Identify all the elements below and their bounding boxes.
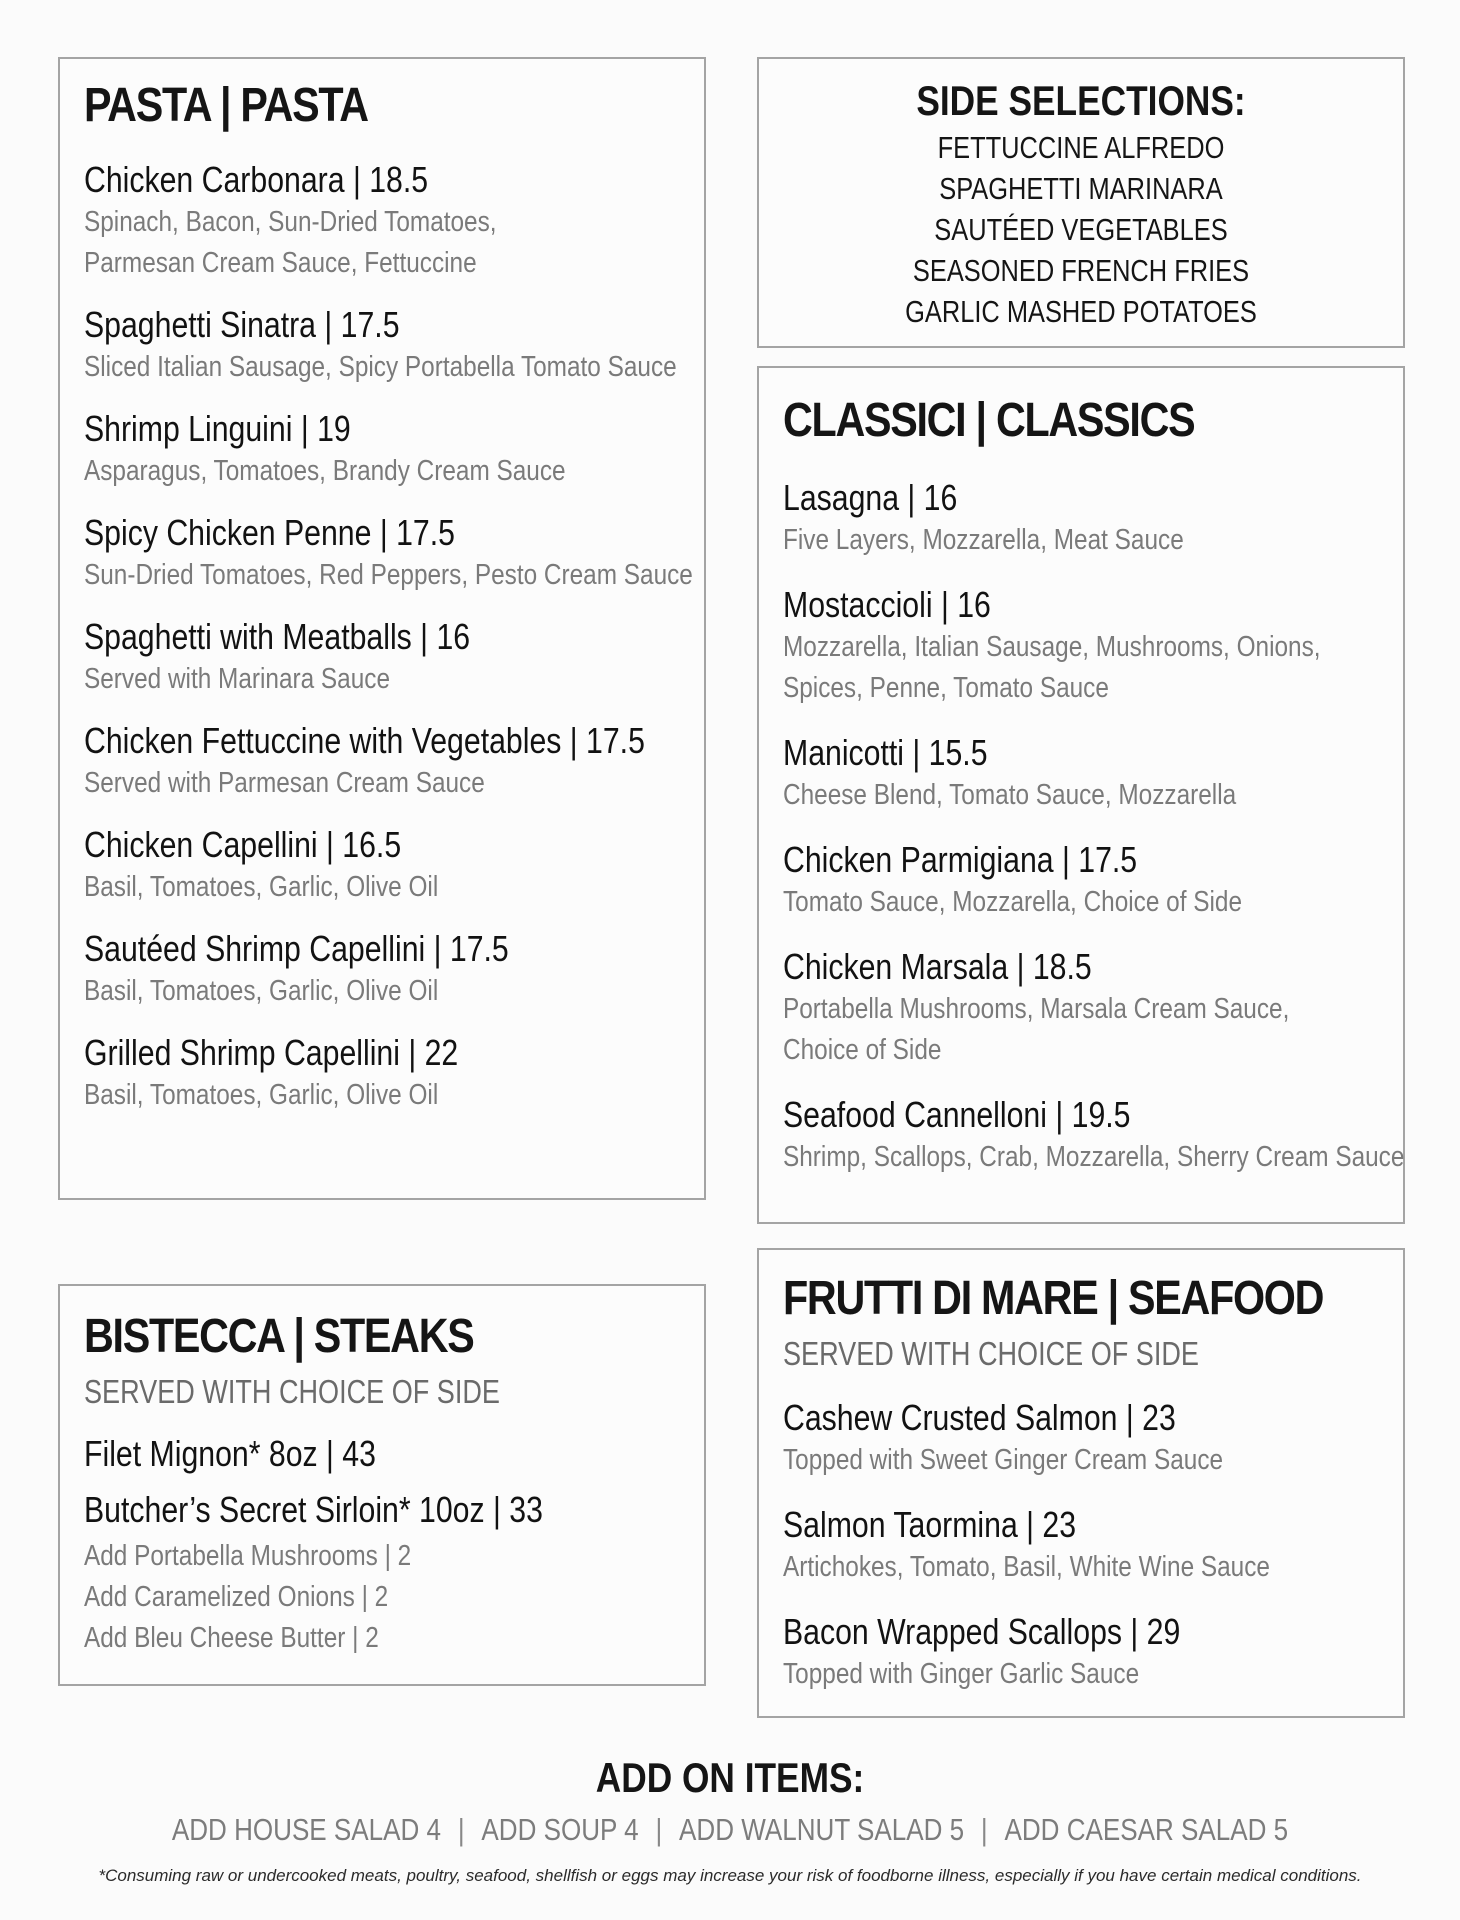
add-on-item: ADD CAESAR SALAD 5 [1004,1812,1289,1847]
item-desc: Sun-Dried Tomatoes, Red Peppers, Pesto Cream Sauce [84,559,693,591]
item-desc: Basil, Tomatoes, Garlic, Olive Oil [84,1079,439,1111]
pasta-section [58,57,706,1200]
pasta-title: PASTA | PASTA [84,79,368,132]
steak-addons [84,1536,704,1659]
menu-item [783,838,1403,923]
item-desc: Mozzarella, Italian Sausage, Mushrooms, Onions, [783,631,1321,663]
item-name: Bacon Wrapped Scallops | 29 [783,1611,1181,1652]
item-desc: Cheese Blend, Tomato Sauce, Mozzarella [783,779,1237,811]
item-name: Seafood Cannelloni | 19.5 [783,1094,1131,1135]
menu-item [84,1031,704,1116]
add-on-item: ADD WALNUT SALAD 5 [679,1812,965,1847]
classics-title: CLASSICI | CLASSICS [783,394,1195,447]
item-desc: Basil, Tomatoes, Garlic, Olive Oil [84,975,439,1007]
item-name: Spaghetti Sinatra | 17.5 [84,304,400,345]
steak-addon: Add Bleu Cheese Butter | 2 [84,1622,379,1654]
side-item: GARLIC MASHED POTATOES [905,294,1257,329]
item-desc: Topped with Ginger Garlic Sauce [783,1658,1140,1690]
item-name: Salmon Taormina | 23 [783,1504,1077,1545]
item-name: Chicken Marsala | 18.5 [783,946,1092,987]
menu-item [783,1610,1403,1695]
add-on-section [0,1752,1460,1852]
item-desc: Served with Parmesan Cream Sauce [84,767,485,799]
item-name: Spicy Chicken Penne | 17.5 [84,512,455,553]
item-name: Chicken Carbonara | 18.5 [84,159,429,200]
menu-item [84,615,704,700]
item-desc: Basil, Tomatoes, Garlic, Olive Oil [84,871,439,903]
menu-item [783,1093,1403,1178]
steak-addon: Add Portabella Mushrooms | 2 [84,1540,412,1572]
item-name: Grilled Shrimp Capellini | 22 [84,1032,459,1073]
item-name: Lasagna | 16 [783,477,958,518]
side-selections-section [757,57,1405,348]
steak-addon: Add Caramelized Onions | 2 [84,1581,389,1613]
item-desc: Served with Marinara Sauce [84,663,391,695]
menu-item [84,303,704,388]
steaks-section [58,1284,706,1686]
separator: | [457,1812,465,1847]
menu-item [783,476,1403,561]
item-desc: Choice of Side [783,1034,942,1066]
menu-item [84,158,704,284]
disclaimer: *Consuming raw or undercooked meats, poultry, seafood, shellfish or eggs may increase your risk of foodborne illness, especially if you have certain medical conditions. [98,1866,1362,1885]
menu-item [84,511,704,596]
sides-title: SIDE SELECTIONS: [916,77,1246,124]
add-on-item: ADD SOUP 4 [481,1812,639,1847]
item-name: Shrimp Linguini | 19 [84,408,351,449]
menu-item [783,731,1403,816]
steaks-subtitle: SERVED WITH CHOICE OF SIDE [84,1373,500,1410]
menu-item [783,1396,1403,1481]
side-item: FETTUCCINE ALFREDO [937,130,1225,165]
item-desc: Topped with Sweet Ginger Cream Sauce [783,1444,1224,1476]
item-name: Cashew Crusted Salmon | 23 [783,1397,1176,1438]
item-desc: Portabella Mushrooms, Marsala Cream Sauce, [783,993,1290,1025]
item-desc: Five Layers, Mozzarella, Meat Sauce [783,524,1184,556]
classics-section [757,366,1405,1224]
item-name: Filet Mignon* 8oz | 43 [84,1433,376,1474]
menu-item [84,823,704,908]
menu-item [783,1503,1403,1588]
item-desc: Tomato Sauce, Mozzarella, Choice of Side [783,886,1243,918]
item-desc: Parmesan Cream Sauce, Fettuccine [84,247,477,279]
item-desc: Spices, Penne, Tomato Sauce [783,672,1109,704]
separator: | [655,1812,663,1847]
item-desc: Shrimp, Scallops, Crab, Mozzarella, Sherry Cream Sauce [783,1141,1405,1173]
side-item: SPAGHETTI MARINARA [939,171,1223,206]
item-name: Butcher’s Secret Sirloin* 10oz | 33 [84,1489,543,1530]
steaks-title: BISTECCA | STEAKS [84,1310,474,1363]
item-name: Chicken Fettuccine with Vegetables | 17.5 [84,720,645,761]
item-desc: Spinach, Bacon, Sun-Dried Tomatoes, [84,206,497,238]
item-name: Chicken Capellini | 16.5 [84,824,402,865]
menu-item [84,927,704,1012]
add-on-item: ADD HOUSE SALAD 4 [171,1812,442,1847]
item-name: Mostaccioli | 16 [783,584,991,625]
menu-item [84,719,704,804]
seafood-title: FRUTTI DI MARE | SEAFOOD [783,1272,1324,1325]
item-name: Chicken Parmigiana | 17.5 [783,839,1138,880]
side-item: SEASONED FRENCH FRIES [912,253,1250,288]
seafood-section [757,1248,1405,1718]
item-desc: Sliced Italian Sausage, Spicy Portabella Tomato Sauce [84,351,677,383]
item-name: Manicotti | 15.5 [783,732,988,773]
item-name: Spaghetti with Meatballs | 16 [84,616,471,657]
add-on-list [117,1808,1343,1852]
menu-item [783,945,1403,1071]
item-desc: Asparagus, Tomatoes, Brandy Cream Sauce [84,455,566,487]
separator: | [980,1812,988,1847]
menu-item [84,407,704,492]
menu-item [783,583,1403,709]
side-item: SAUTÉED VEGETABLES [934,212,1228,247]
add-on-title: ADD ON ITEMS: [595,1754,865,1801]
item-name: Sautéed Shrimp Capellini | 17.5 [84,928,509,969]
seafood-subtitle: SERVED WITH CHOICE OF SIDE [783,1335,1199,1372]
menu-item [84,1488,704,1532]
menu-item [84,1432,704,1476]
item-desc: Artichokes, Tomato, Basil, White Wine Sauce [783,1551,1270,1583]
